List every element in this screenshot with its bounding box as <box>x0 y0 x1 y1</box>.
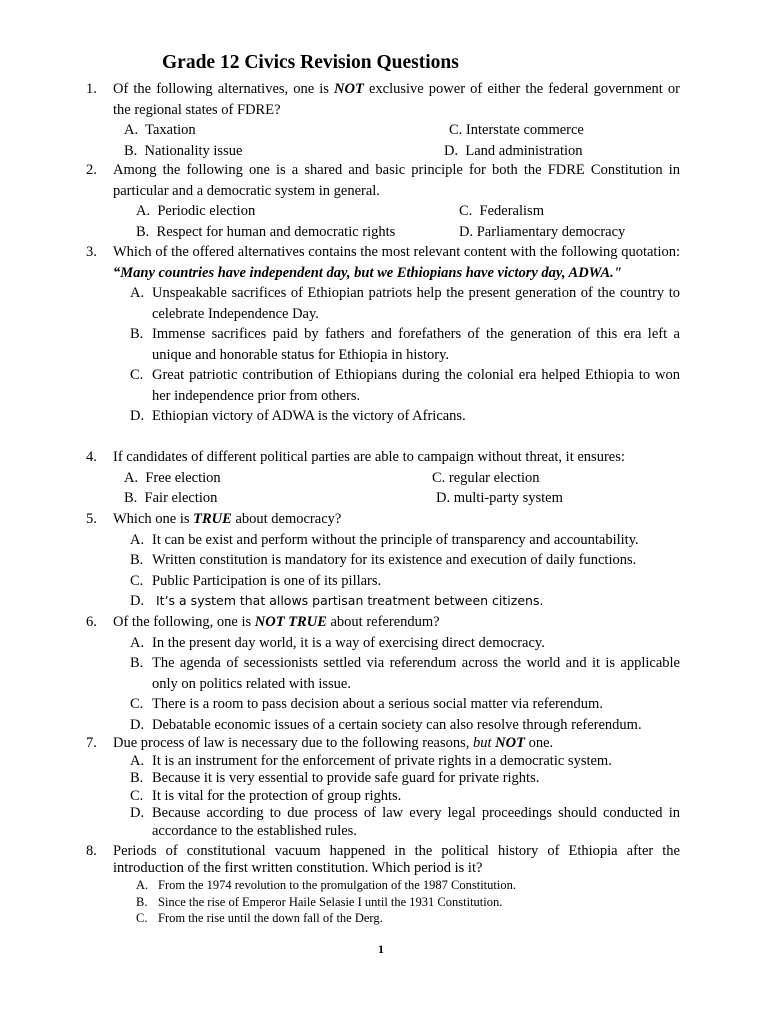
options-grid <box>86 120 680 161</box>
option-a[interactable]: A. Periodic election <box>136 203 256 219</box>
question-text: Periods of constitutional vacuum happened in the political history of Ethiopia after the introduction of the first written constitution. Which period is it? <box>113 843 680 876</box>
option-a[interactable]: A. It is an instrument for the enforcement of private rights in a democratic system. <box>130 752 612 769</box>
options-list <box>86 633 680 736</box>
option-d[interactable]: D. Debatable economic issues of a certain society can also resolve through referendum. <box>130 716 642 733</box>
option-b[interactable]: B. Immense sacrifices paid by fathers and forefathers of the generation of this era left a unique and honorable status for Ethiopia in history. <box>130 326 680 363</box>
question-6 <box>86 612 680 735</box>
question-text: If candidates of different political parties are able to campaign without threat, it ensures: <box>113 449 625 465</box>
question-5 <box>86 509 680 612</box>
option-b[interactable]: B. The agenda of secessionists settled via referendum across the world and it is applicable only on politics related with issue. <box>130 655 680 692</box>
page-number: 1 <box>378 942 384 956</box>
option-c[interactable]: C. From the rise until the down fall of the Derg. <box>136 911 383 925</box>
question-text: Due process of law is necessary due to the following reasons, but NOT one. <box>113 735 554 751</box>
quotation: “Many countries have independent day, but we Ethiopians have victory day, ADWA." <box>113 264 622 281</box>
options-grid <box>86 468 680 509</box>
option-d[interactable]: D. Ethiopian victory of ADWA is the victory of Africans. <box>130 408 466 424</box>
option-b[interactable]: B. Respect for human and democratic rights <box>136 223 396 240</box>
option-c[interactable]: C. regular election <box>432 469 540 486</box>
option-a[interactable]: A. In the present day world, it is a way of exercising direct democracy. <box>130 634 545 651</box>
option-a[interactable]: A. It can be exist and perform without the principle of transparency and accountability. <box>130 531 639 548</box>
question-number: 3. <box>86 244 97 260</box>
question-number: 7. <box>86 735 97 751</box>
option-c[interactable]: C. Interstate commerce <box>449 122 584 138</box>
option-d[interactable]: D. multi-party system <box>436 490 563 506</box>
option-a[interactable]: A. Taxation <box>124 122 196 138</box>
option-b[interactable]: B. Since the rise of Emperor Haile Selasie I until the 1931 Constitution. <box>136 894 503 909</box>
option-a[interactable]: A. From the 1974 revolution to the promulgation of the 1987 Constitution. <box>136 878 516 892</box>
option-c[interactable]: C. It is vital for the protection of group rights. <box>130 787 402 804</box>
question-8 <box>86 843 680 927</box>
option-a[interactable]: A. Unspeakable sacrifices of Ethiopian patriots help the present generation of the country to celebrate Independence Day. <box>130 285 680 322</box>
option-c[interactable]: C. Federalism <box>459 203 544 219</box>
option-b[interactable]: B. Fair election <box>124 490 218 506</box>
question-text: Which one is TRUE about democracy? <box>113 511 342 527</box>
option-b[interactable]: B. Written constitution is mandatory for its existence and execution of daily functions. <box>130 552 637 568</box>
option-c[interactable]: C. Great patriotic contribution of Ethiopians during the colonial era helped Ethiopia to won her independence prior from others. <box>130 367 680 404</box>
question-3 <box>86 242 680 427</box>
option-a[interactable]: A. Free election <box>124 469 221 486</box>
option-b[interactable]: B. Nationality issue <box>124 142 243 159</box>
page-title: Grade 12 Civics Revision Questions <box>162 52 459 73</box>
question-2 <box>86 160 680 242</box>
option-d[interactable]: D. Parliamentary democracy <box>459 223 626 240</box>
question-4 <box>86 447 680 509</box>
options-list <box>86 283 680 427</box>
question-text: Of the following alternatives, one is NOT exclusive power of either the federal government or the regional states of FDRE? <box>113 81 680 118</box>
option-d[interactable]: D. Because according to due process of law every legal proceedings should conducted in accordance to the established rules. <box>130 805 680 839</box>
question-text: Which of the offered alternatives contains the most relevant content with the following quotation: “Many countries have independent day, but we Ethiopians have victory day, ADWA." <box>113 244 680 281</box>
option-c[interactable]: C. Public Participation is one of its pillars. <box>130 572 382 589</box>
question-text: Among the following one is a shared and basic principle for both the FDRE Constitution in particular and a democratic system in general. <box>113 162 680 199</box>
option-d[interactable]: D. It’s a system that allows partisan treatment between citizens. <box>130 593 544 609</box>
options-list <box>86 877 680 927</box>
question-number: 4. <box>86 449 97 465</box>
question-7 <box>86 735 680 840</box>
options-list <box>86 530 680 612</box>
question-number: 5. <box>86 511 97 527</box>
option-b[interactable]: B. Because it is very essential to provide safe guard for private rights. <box>130 770 540 786</box>
question-number: 1. <box>86 81 97 97</box>
question-number: 2. <box>86 162 97 178</box>
options-grid <box>86 201 680 242</box>
option-d[interactable]: D. Land administration <box>444 142 583 159</box>
question-text: Of the following, one is NOT TRUE about referendum? <box>113 614 440 630</box>
question-number: 8. <box>86 843 97 859</box>
options-list <box>86 753 680 841</box>
question-1 <box>86 79 680 161</box>
question-number: 6. <box>86 614 97 630</box>
option-c[interactable]: C. There is a room to pass decision about a serious social matter via referendum. <box>130 696 603 712</box>
